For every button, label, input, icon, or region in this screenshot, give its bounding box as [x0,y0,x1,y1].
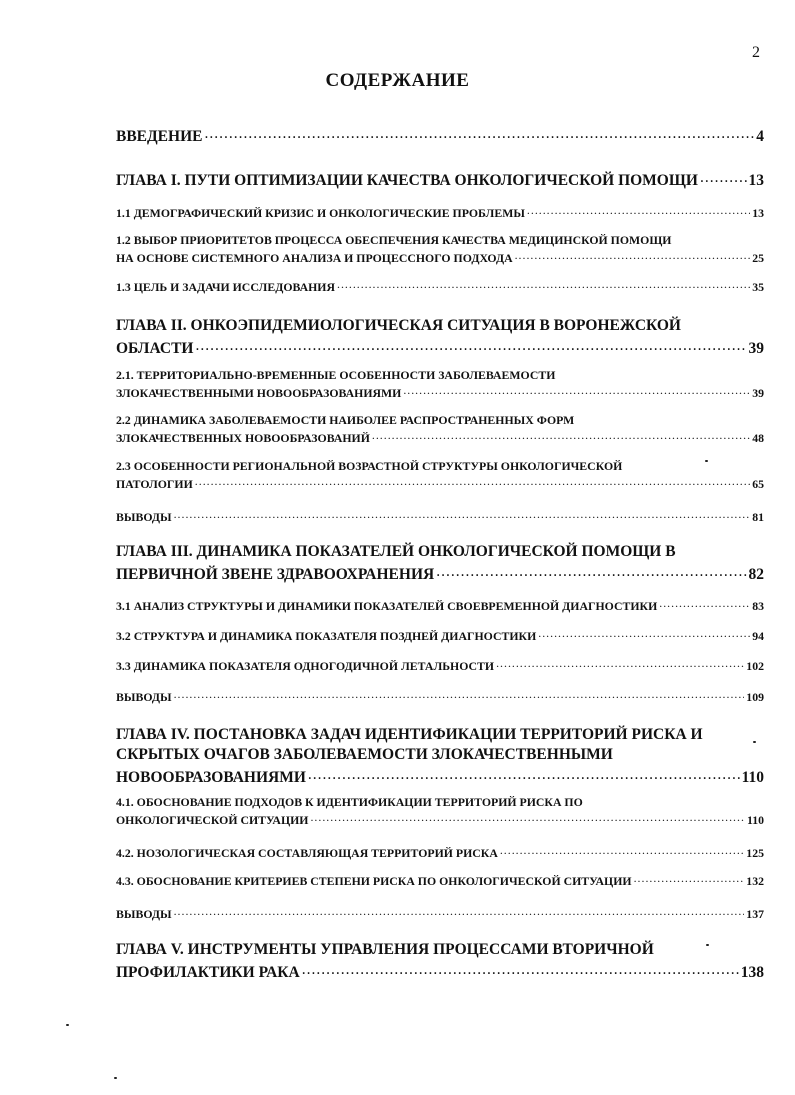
toc-page-number: 25 [752,251,764,265]
toc-entry-line: ПРОФИЛАКТИКИ РАКА [116,964,300,981]
scan-speck [66,1024,69,1026]
dot-leader [500,843,744,858]
toc-page-number: 4 [756,128,764,145]
scan-speck [705,460,708,462]
dot-leader [174,507,751,522]
toc-entry-line: ОБЛАСТИ [116,340,194,357]
toc-entry-line: ВЫВОДЫ [116,907,172,921]
dot-leader [403,383,750,398]
toc-entry-line: ОНКОЛОГИЧЕСКОЙ СИТУАЦИИ [116,813,309,827]
dot-leader [195,474,750,489]
toc-entry[interactable] [116,277,764,295]
toc-page-number: 13 [752,206,764,220]
toc-page-number: 125 [746,846,764,860]
dot-leader [659,596,750,611]
toc-entry-line: ПЕРВИЧНОЙ ЗВЕНЕ ЗДРАВООХРАНЕНИЯ [116,566,435,583]
toc-entry-line: ГЛАВА V. ИНСТРУМЕНТЫ УПРАВЛЕНИЯ ПРОЦЕССАМИ ВТОРИЧНОЙ [116,941,654,958]
toc-entry-line: ВВЕДЕНИЕ [116,128,203,145]
toc-entry[interactable] [116,124,764,147]
toc-entry-line: 2.1. ТЕРРИТОРИАЛЬНО-ВРЕМЕННЫЕ ОСОБЕННОСТИ ЗАБОЛЕВАЕМОСТИ [116,368,556,382]
toc-page-number: 13 [748,172,764,189]
toc-entry-line: ЗЛОКАЧЕСТВЕННЫХ НОВООБРАЗОВАНИЙ [116,431,370,445]
dot-leader [634,871,745,886]
page-number: 2 [752,44,760,61]
dot-leader [204,124,754,144]
scan-speck [706,944,709,946]
toc-page-number: 83 [752,599,764,613]
toc-entry[interactable] [116,843,764,861]
toc-entry-line: 1.2 ВЫБОР ПРИОРИТЕТОВ ПРОЦЕССА ОБЕСПЕЧЕНИЯ КАЧЕСТВА МЕДИЦИНСКОЙ ПОМОЩИ [116,233,672,247]
toc-entry-line: ВЫВОДЫ [116,510,172,524]
toc-entry[interactable] [116,656,764,674]
dot-leader [372,428,750,443]
toc-entry-line: 4.3. ОБОСНОВАНИЕ КРИТЕРИЕВ СТЕПЕНИ РИСКА ПО ОНКОЛОГИЧЕСКОЙ СИТУАЦИИ [116,874,632,888]
toc-page-number: 110 [746,813,764,827]
toc-entry[interactable] [116,233,764,266]
toc-entry[interactable] [116,542,764,585]
toc-entry[interactable] [116,596,764,614]
dot-leader [337,277,750,292]
dot-leader [496,656,744,671]
scan-speck [753,741,756,743]
toc-entry-line: 1.3 ЦЕЛЬ И ЗАДАЧИ ИССЛЕДОВАНИЯ [116,280,336,294]
toc-entry[interactable] [116,316,764,359]
toc-entry[interactable] [116,459,764,492]
dot-leader [308,765,740,785]
toc-entry-line: ПАТОЛОГИИ [116,477,193,491]
toc-page-number: 102 [746,659,764,673]
toc-page-number: 109 [746,690,764,704]
dot-leader [515,248,751,263]
toc-entry-line: 4.2. НОЗОЛОГИЧЕСКАЯ СОСТАВЛЯЮЩАЯ ТЕРРИТОРИЙ РИСКА [116,846,498,860]
toc-page-number: 137 [746,907,764,921]
toc-page-number: 39 [748,340,764,357]
toc-entry-line: ГЛАВА II. ОНКОЭПИДЕМИОЛОГИЧЕСКАЯ СИТУАЦИЯ В ВОРОНЕЖСКОЙ [116,317,681,334]
dot-leader [436,562,746,582]
dot-leader [310,810,744,825]
dot-leader [538,626,750,641]
toc-entry-line: ГЛАВА IV. ПОСТАНОВКА ЗАДАЧ ИДЕНТИФИКАЦИИ ТЕРРИТОРИЙ РИСКА И [116,726,703,743]
toc-entry-line: 3.2 СТРУКТУРА И ДИНАМИКА ПОКАЗАТЕЛЯ ПОЗДНЕЙ ДИАГНОСТИКИ [116,629,537,643]
toc-entry[interactable] [116,626,764,644]
toc-entry-line: НА ОСНОВЕ СИСТЕМНОГО АНАЛИЗА И ПРОЦЕССНОГО ПОДХОДА [116,251,513,265]
toc-page-number: 110 [741,769,764,786]
toc-entry[interactable] [116,725,764,788]
toc-entry[interactable] [116,203,764,221]
toc-entry-line: 3.3 ДИНАМИКА ПОКАЗАТЕЛЯ ОДНОГОДИЧНОЙ ЛЕТАЛЬНОСТИ [116,659,495,673]
toc-page-number: 94 [752,629,764,643]
toc-entry[interactable] [116,413,764,446]
toc-entry-line: ГЛАВА I. ПУТИ ОПТИМИЗАЦИИ КАЧЕСТВА ОНКОЛОГИЧЕСКОЙ ПОМОЩИ [116,172,698,189]
toc-page-number: 132 [746,874,764,888]
dot-leader [700,168,747,188]
page-title: СОДЕРЖАНИЕ [325,70,470,91]
toc-entry-line: ВЫВОДЫ [116,690,172,704]
toc-entry-line: СКРЫТЫХ ОЧАГОВ ЗАБОЛЕВАЕМОСТИ ЗЛОКАЧЕСТВЕННЫМИ [116,746,613,763]
toc-entry-line: ГЛАВА III. ДИНАМИКА ПОКАЗАТЕЛЕЙ ОНКОЛОГИЧЕСКОЙ ПОМОЩИ В [116,543,676,560]
dot-leader [302,960,739,980]
toc-entry[interactable] [116,871,764,889]
dot-leader [174,687,745,702]
toc-page-number: 48 [752,431,764,445]
toc-page-number: 81 [752,510,764,524]
toc-entry-line: 2.3 ОСОБЕННОСТИ РЕГИОНАЛЬНОЙ ВОЗРАСТНОЙ СТРУКТУРЫ ОНКОЛОГИЧЕСКОЙ [116,459,623,473]
toc-entry-line: 4.1. ОБОСНОВАНИЕ ПОДХОДОВ К ИДЕНТИФИКАЦИИ ТЕРРИТОРИЙ РИСКА ПО [116,795,583,809]
toc-entry[interactable] [116,168,764,191]
toc-page-number: 39 [752,386,764,400]
toc-entry-line: НОВООБРАЗОВАНИЯМИ [116,769,306,786]
toc-entry-line: 2.2 ДИНАМИКА ЗАБОЛЕВАЕМОСТИ НАИБОЛЕЕ РАСПРОСТРАНЕННЫХ ФОРМ [116,413,575,427]
toc-entry[interactable] [116,940,764,983]
dot-leader [527,203,750,218]
toc-entry-line: ЗЛОКАЧЕСТВЕННЫМИ НОВООБРАЗОВАНИЯМИ [116,386,402,400]
toc-page-number: 35 [752,280,764,294]
toc-entry-line: 1.1 ДЕМОГРАФИЧЕСКИЙ КРИЗИС И ОНКОЛОГИЧЕСКИЕ ПРОБЛЕМЫ [116,206,525,220]
dot-leader [174,904,745,919]
toc-entry-line: 3.1 АНАЛИЗ СТРУКТУРЫ И ДИНАМИКИ ПОКАЗАТЕЛЕЙ СВОЕВРЕМЕННОЙ ДИАГНОСТИКИ [116,599,658,613]
scan-speck [114,1077,117,1079]
toc-entry[interactable] [116,795,764,828]
toc-entry[interactable] [116,904,764,922]
toc-entry[interactable] [116,368,764,401]
toc-page-number: 82 [748,566,764,583]
toc-page-number: 138 [740,964,764,981]
toc-entry[interactable] [116,507,764,525]
dot-leader [195,336,746,356]
toc-page-number: 65 [752,477,764,491]
toc-entry[interactable] [116,687,764,705]
